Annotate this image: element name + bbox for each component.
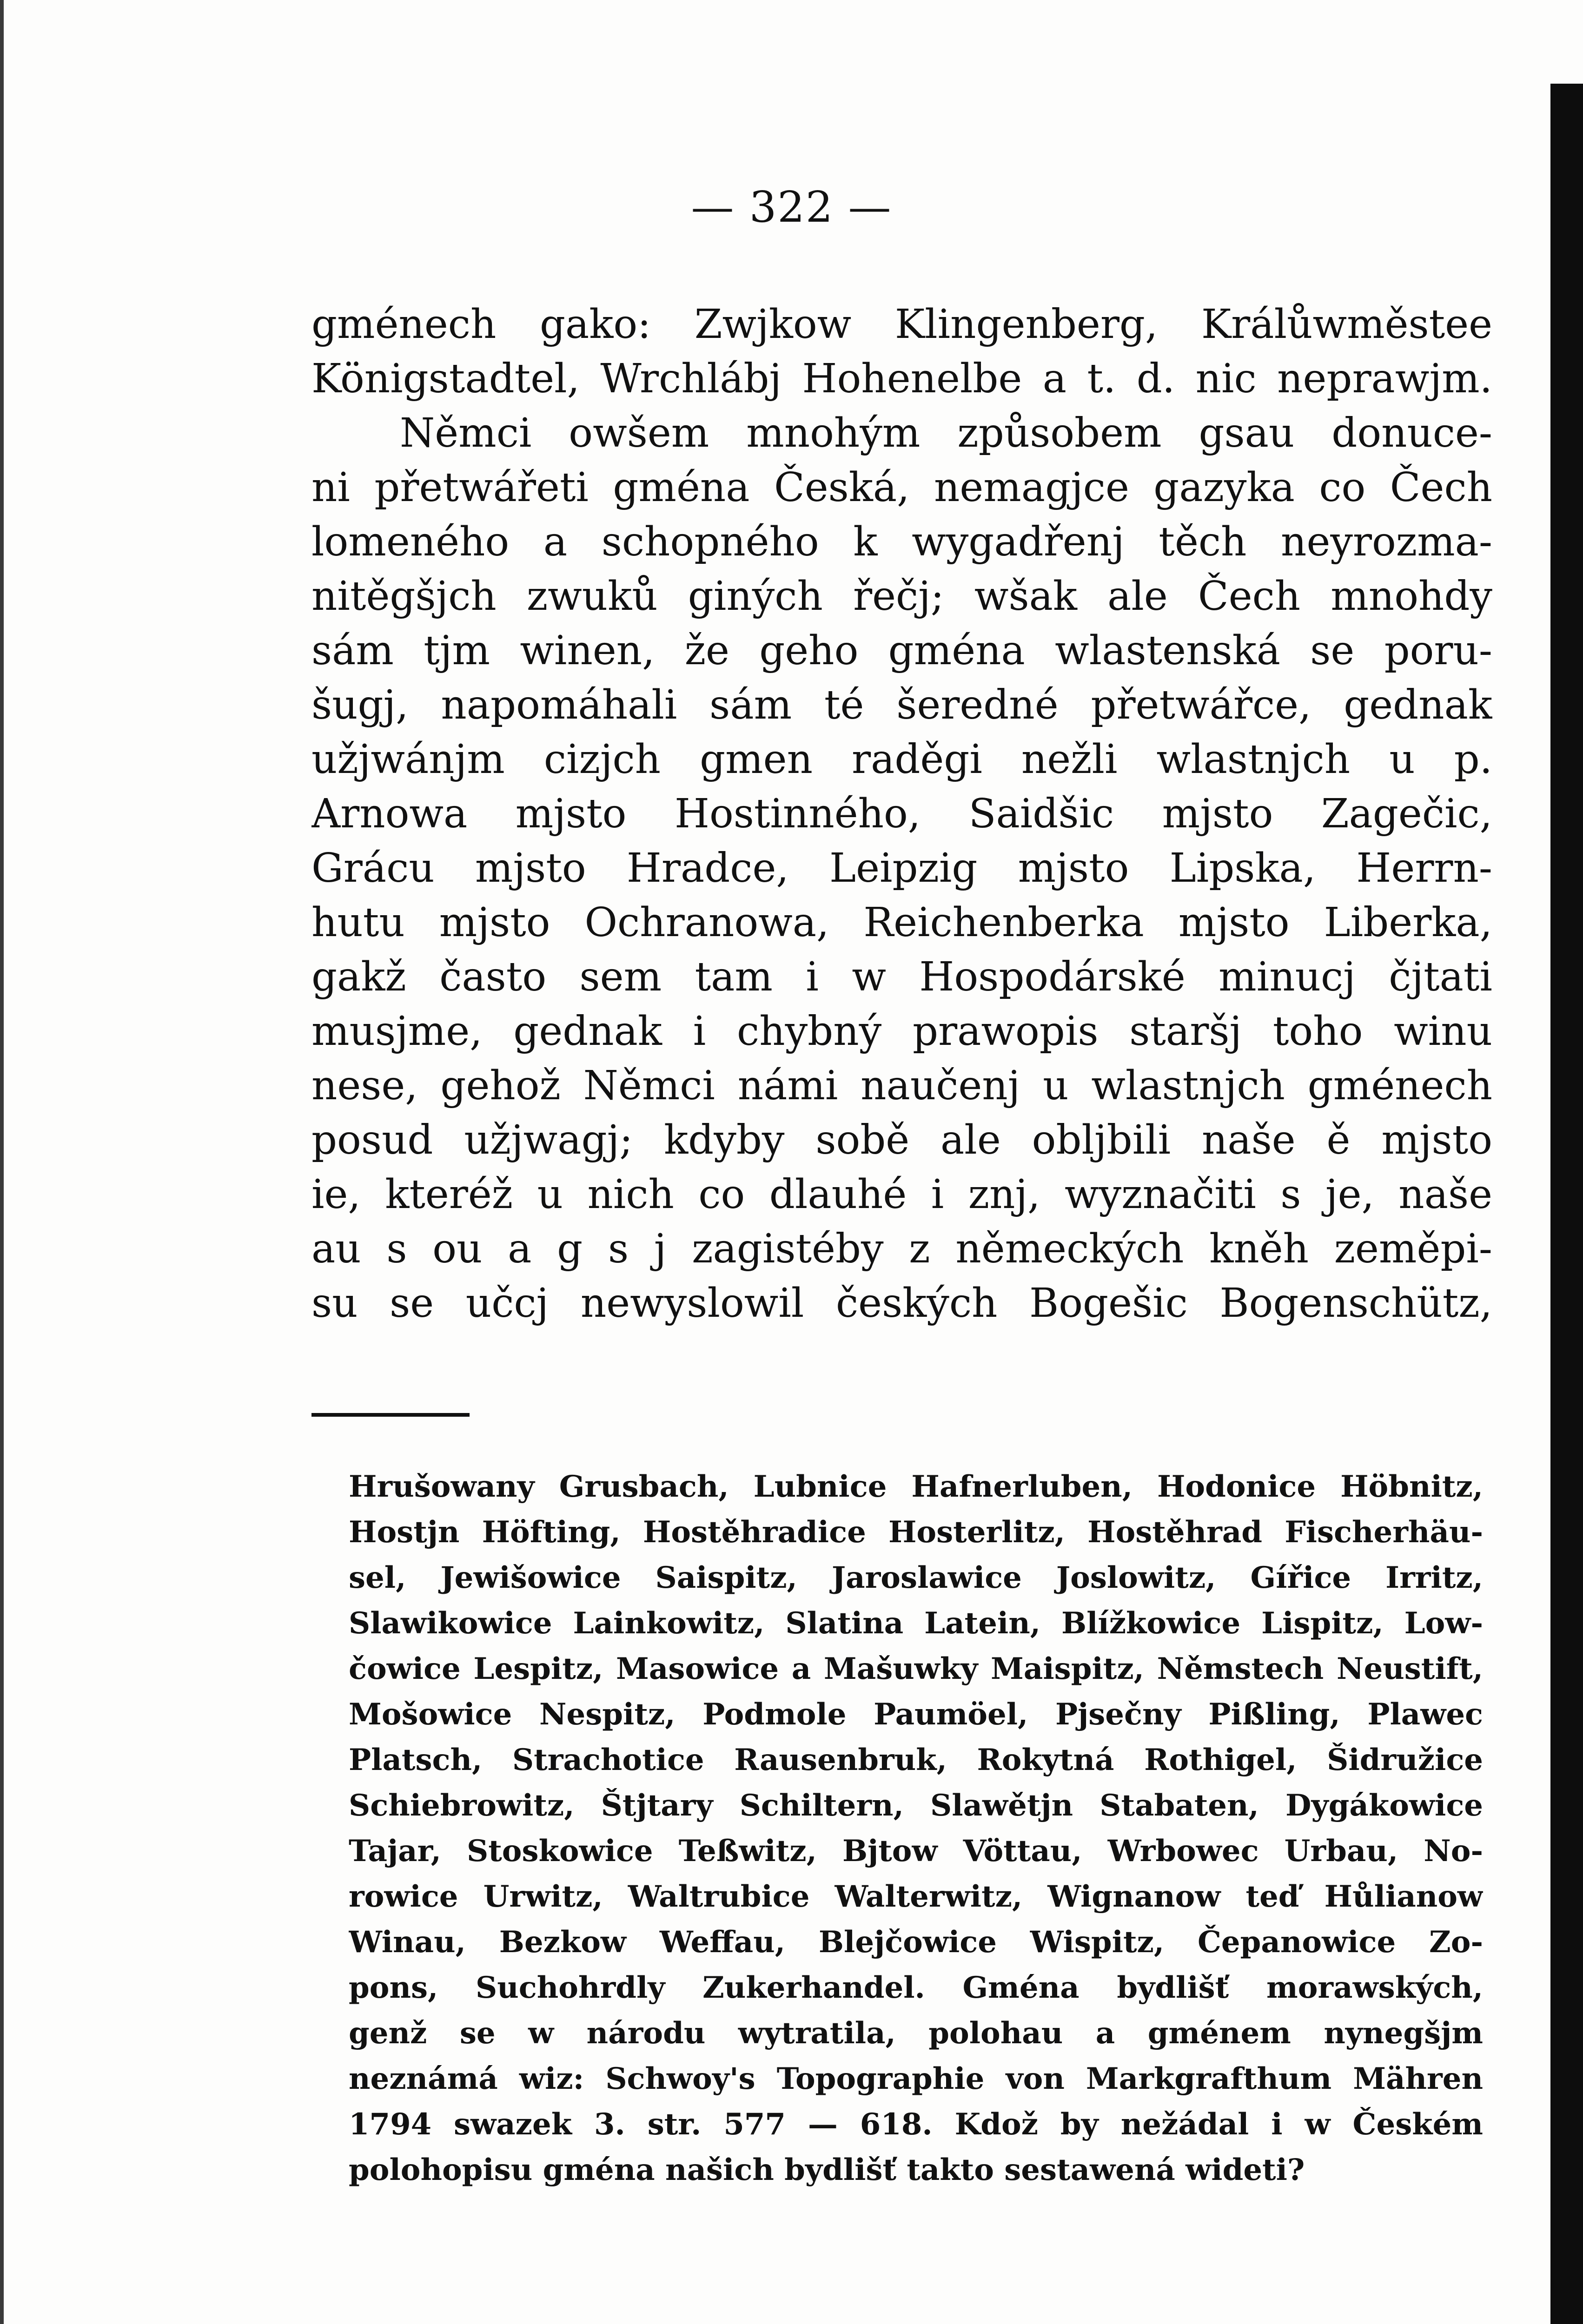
footnote-line: 1794 swazek 3. str. 577 — 618. Kdož by nežádal i w Českém (349, 2107, 1483, 2142)
footnote-line: čowice Lespitz, Masowice a Mašuwky Maispitz, Němstech Neustift, (349, 1651, 1483, 1686)
footnote-line: Hrušowany Grusbach, Lubnice Hafnerluben, Hodonice Höbnitz, (349, 1469, 1483, 1504)
main-text-line: sám tjm winen, že geho gména wlastenská se poru- (311, 627, 1492, 674)
main-text-line: hutu mjsto Ochranowa, Reichenberka mjsto Liberka, (311, 899, 1492, 946)
main-text-line: Grácu mjsto Hradce, Leipzig mjsto Lipska, Herrn- (311, 845, 1492, 891)
main-text-line: su se učcj newyslowil českých Bogešic Bogenschütz, (311, 1280, 1492, 1327)
main-text-block (311, 297, 1492, 1331)
footnote-line: Platsch, Strachotice Rausenbruk, Rokytná Rothigel, Šidružice (349, 1743, 1483, 1777)
footnote-line: rowice Urwitz, Waltrubice Walterwitz, Wignanow teď Hůlianow (349, 1879, 1483, 1914)
page-left-edge (0, 0, 4, 2324)
main-text-line: ni přetwářeti gména Česká, nemagjce gazyka co Čech (311, 464, 1492, 511)
footnote-block (349, 1464, 1483, 2193)
page-right-edge (1550, 84, 1583, 2324)
main-text-line: au s ou a g s j zagistéby z německých kněh zeměpi- (311, 1226, 1492, 1272)
main-text-line: Königstadtel, Wrchlábj Hohenelbe a t. d. nic neprawjm. (311, 356, 1492, 402)
main-text-line: gakž často sem tam i w Hospodárské minucj čjtati (311, 954, 1492, 1000)
main-text-line: Němci owšem mnohým způsobem gsau donuce- (400, 410, 1492, 456)
main-text-line: šugj, napomáhali sám té šeredné přetwářce, gednak (311, 682, 1492, 728)
footnote-line: polohopisu gména našich bydlišť takto sestawená wideti? (349, 2152, 1305, 2187)
page-number: — 322 — (691, 182, 892, 232)
footnote-separator-rule (311, 1413, 470, 1417)
footnote-line: Slawikowice Lainkowitz, Slatina Latein, Blížkowice Lispitz, Low- (349, 1606, 1483, 1641)
main-text-line: gménech gako: Zwjkow Klingenberg, Králůwměstee (311, 301, 1492, 348)
main-text-line: užjwánjm cizjch gmen raděgi nežli wlastnjch u p. (311, 736, 1492, 783)
main-text-line: posud užjwagj; kdyby sobě ale obljbili naše ě mjsto (311, 1117, 1492, 1163)
footnote-line: neznámá wiz: Schwoy's Topographie von Markgrafthum Mähren (349, 2061, 1483, 2096)
footnote-line: Schiebrowitz, Štjtary Schiltern, Slawětjn Stabaten, Dygákowice (349, 1788, 1483, 1823)
main-text-line: ie, kteréž u nich co dlauhé i znj, wyznačiti s je, naše (311, 1171, 1492, 1218)
main-text-line: musjme, gednak i chybný prawopis staršj toho winu (311, 1008, 1492, 1055)
footnote-line: genž se w národu wytratila, polohau a gménem nynegšjm (349, 2016, 1483, 2051)
footnote-line: Mošowice Nespitz, Podmole Paumöel, Pjsečny Pißling, Plawec (349, 1697, 1483, 1732)
footnote-line: Hostjn Höfting, Hostěhradice Hosterlitz, Hostěhrad Fischerhäu- (349, 1515, 1483, 1550)
footnote-line: Winau, Bezkow Weffau, Blejčowice Wispitz, Čepanowice Zo- (349, 1925, 1483, 1960)
main-text-line: Arnowa mjsto Hostinného, Saidšic mjsto Zagečic, (311, 791, 1492, 837)
footnote-line: pons, Suchohrdly Zukerhandel. Gména bydlišť morawských, (349, 1970, 1483, 2005)
main-text-line: lomeného a schopného k wygadřenj těch neyrozma- (311, 519, 1492, 565)
footnote-line: Tajar, Stoskowice Teßwitz, Bjtow Vöttau, Wrbowec Urbau, No- (349, 1834, 1483, 1868)
footnote-line: sel, Jewišowice Saispitz, Jaroslawice Joslowitz, Gířice Irritz, (349, 1560, 1483, 1595)
main-text-line: nitěgšjch zwuků giných řečj; wšak ale Čech mnohdy (311, 573, 1492, 620)
main-text-line: nese, gehož Němci námi naučenj u wlastnjch gménech (311, 1063, 1492, 1109)
